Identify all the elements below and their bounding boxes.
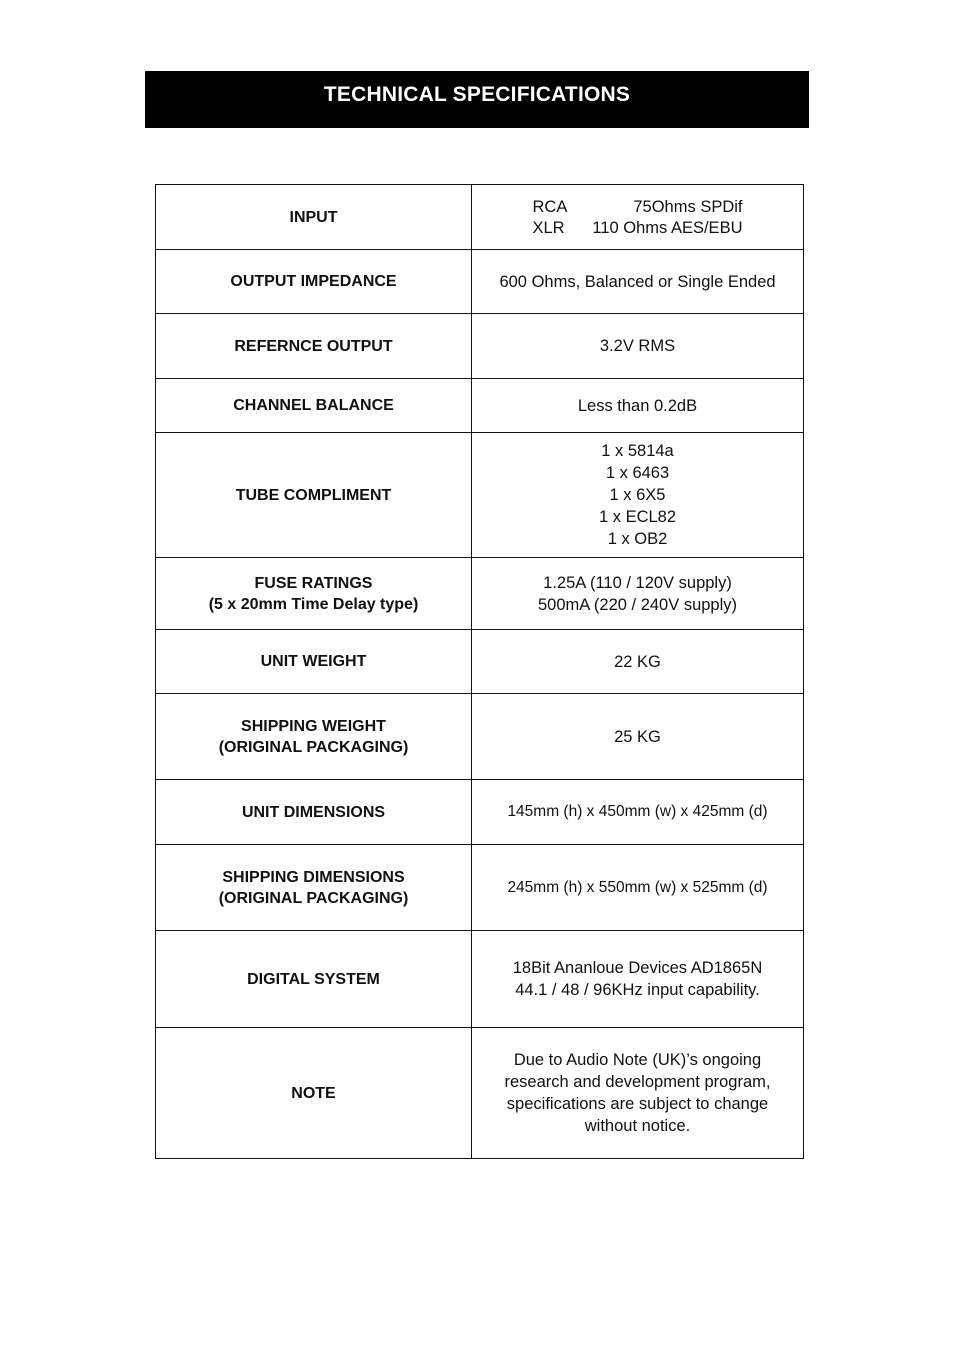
- note-line: specifications are subject to change: [506, 1095, 769, 1113]
- spec-value-input: [472, 185, 804, 250]
- spec-label-digital-system: DIGITAL SYSTEM: [156, 931, 472, 1028]
- input-connector-xlr: XLR: [532, 218, 565, 237]
- digital-system-item: 44.1 / 48 / 96KHz input capability.: [515, 981, 760, 999]
- input-grid: [533, 197, 743, 239]
- spec-label-unit-weight: UNIT WEIGHT: [156, 630, 472, 694]
- spec-value-digital-system: [472, 931, 804, 1028]
- spec-label-output-impedance: OUTPUT IMPEDANCE: [156, 250, 472, 314]
- shipping-weight-sublabel: (ORIGINAL PACKAGING): [218, 738, 409, 756]
- spec-value-reference-output: 3.2V RMS: [472, 314, 804, 379]
- fuse-ratings-label: FUSE RATINGS: [254, 574, 373, 592]
- table-row-reference-output: [156, 314, 804, 379]
- table-row-note: [156, 1028, 804, 1159]
- input-spec-xlr: 110 Ohms AES/EBU: [592, 218, 743, 237]
- spec-label-shipping-dimensions: [156, 845, 472, 931]
- spec-value-output-impedance: 600 Ohms, Balanced or Single Ended: [472, 250, 804, 314]
- shipping-weight-label: SHIPPING WEIGHT: [241, 717, 386, 735]
- note-line: research and development program,: [504, 1073, 771, 1091]
- tube-item: 1 x 5814a: [601, 442, 674, 460]
- input-connector-rca: RCA: [532, 197, 568, 216]
- spec-label-reference-output: REFERNCE OUTPUT: [156, 314, 472, 379]
- tube-item: 1 x 6X5: [609, 486, 666, 504]
- shipping-dimensions-sublabel: (ORIGINAL PACKAGING): [218, 889, 409, 907]
- table-row-tube-compliment: [156, 433, 804, 558]
- table-row-digital-system: [156, 931, 804, 1028]
- spec-value-unit-dimensions: 145mm (h) x 450mm (w) x 425mm (d): [472, 780, 804, 845]
- spec-value-channel-balance: Less than 0.2dB: [472, 379, 804, 433]
- spec-label-channel-balance: CHANNEL BALANCE: [156, 379, 472, 433]
- table-row-output-impedance: [156, 250, 804, 314]
- tube-item: 1 x ECL82: [598, 508, 677, 526]
- fuse-ratings-sublabel: (5 x 20mm Time Delay type): [208, 595, 419, 613]
- digital-system-item: 18Bit Ananloue Devices AD1865N: [512, 959, 763, 977]
- table-row-channel-balance: [156, 379, 804, 433]
- page-title: TECHNICAL SPECIFICATIONS: [145, 71, 809, 128]
- spec-label-shipping-weight: [156, 694, 472, 780]
- spec-label-tube-compliment: TUBE COMPLIMENT: [156, 433, 472, 558]
- spec-value-shipping-dimensions: 245mm (h) x 550mm (w) x 525mm (d): [472, 845, 804, 931]
- spec-value-shipping-weight: 25 KG: [472, 694, 804, 780]
- spec-label-fuse-ratings: [156, 558, 472, 630]
- spec-value-fuse-ratings: [472, 558, 804, 630]
- table-row-input: [156, 185, 804, 250]
- note-line: without notice.: [584, 1117, 691, 1135]
- fuse-rating-item: 500mA (220 / 240V supply): [537, 595, 738, 614]
- spec-label-unit-dimensions: UNIT DIMENSIONS: [156, 780, 472, 845]
- table-row-shipping-dimensions: [156, 845, 804, 931]
- fuse-rating-item: 1.25A (110 / 120V supply): [543, 573, 732, 592]
- spec-value-tube-compliment: [472, 433, 804, 558]
- input-spec-rca: 75Ohms SPDif: [633, 197, 743, 216]
- table-row-unit-dimensions: [156, 780, 804, 845]
- spec-value-unit-weight: 22 KG: [472, 630, 804, 694]
- shipping-dimensions-label: SHIPPING DIMENSIONS: [222, 868, 405, 886]
- spec-label-input: INPUT: [156, 185, 472, 250]
- tube-item: 1 x OB2: [607, 530, 668, 548]
- note-line: Due to Audio Note (UK)’s ongoing: [513, 1051, 762, 1069]
- spec-value-note: [472, 1028, 804, 1159]
- table-row-shipping-weight: [156, 694, 804, 780]
- spec-table: [155, 184, 804, 1159]
- table-row-fuse-ratings: [156, 558, 804, 630]
- spec-label-note: NOTE: [156, 1028, 472, 1159]
- tube-item: 1 x 6463: [605, 464, 670, 482]
- table-row-unit-weight: [156, 630, 804, 694]
